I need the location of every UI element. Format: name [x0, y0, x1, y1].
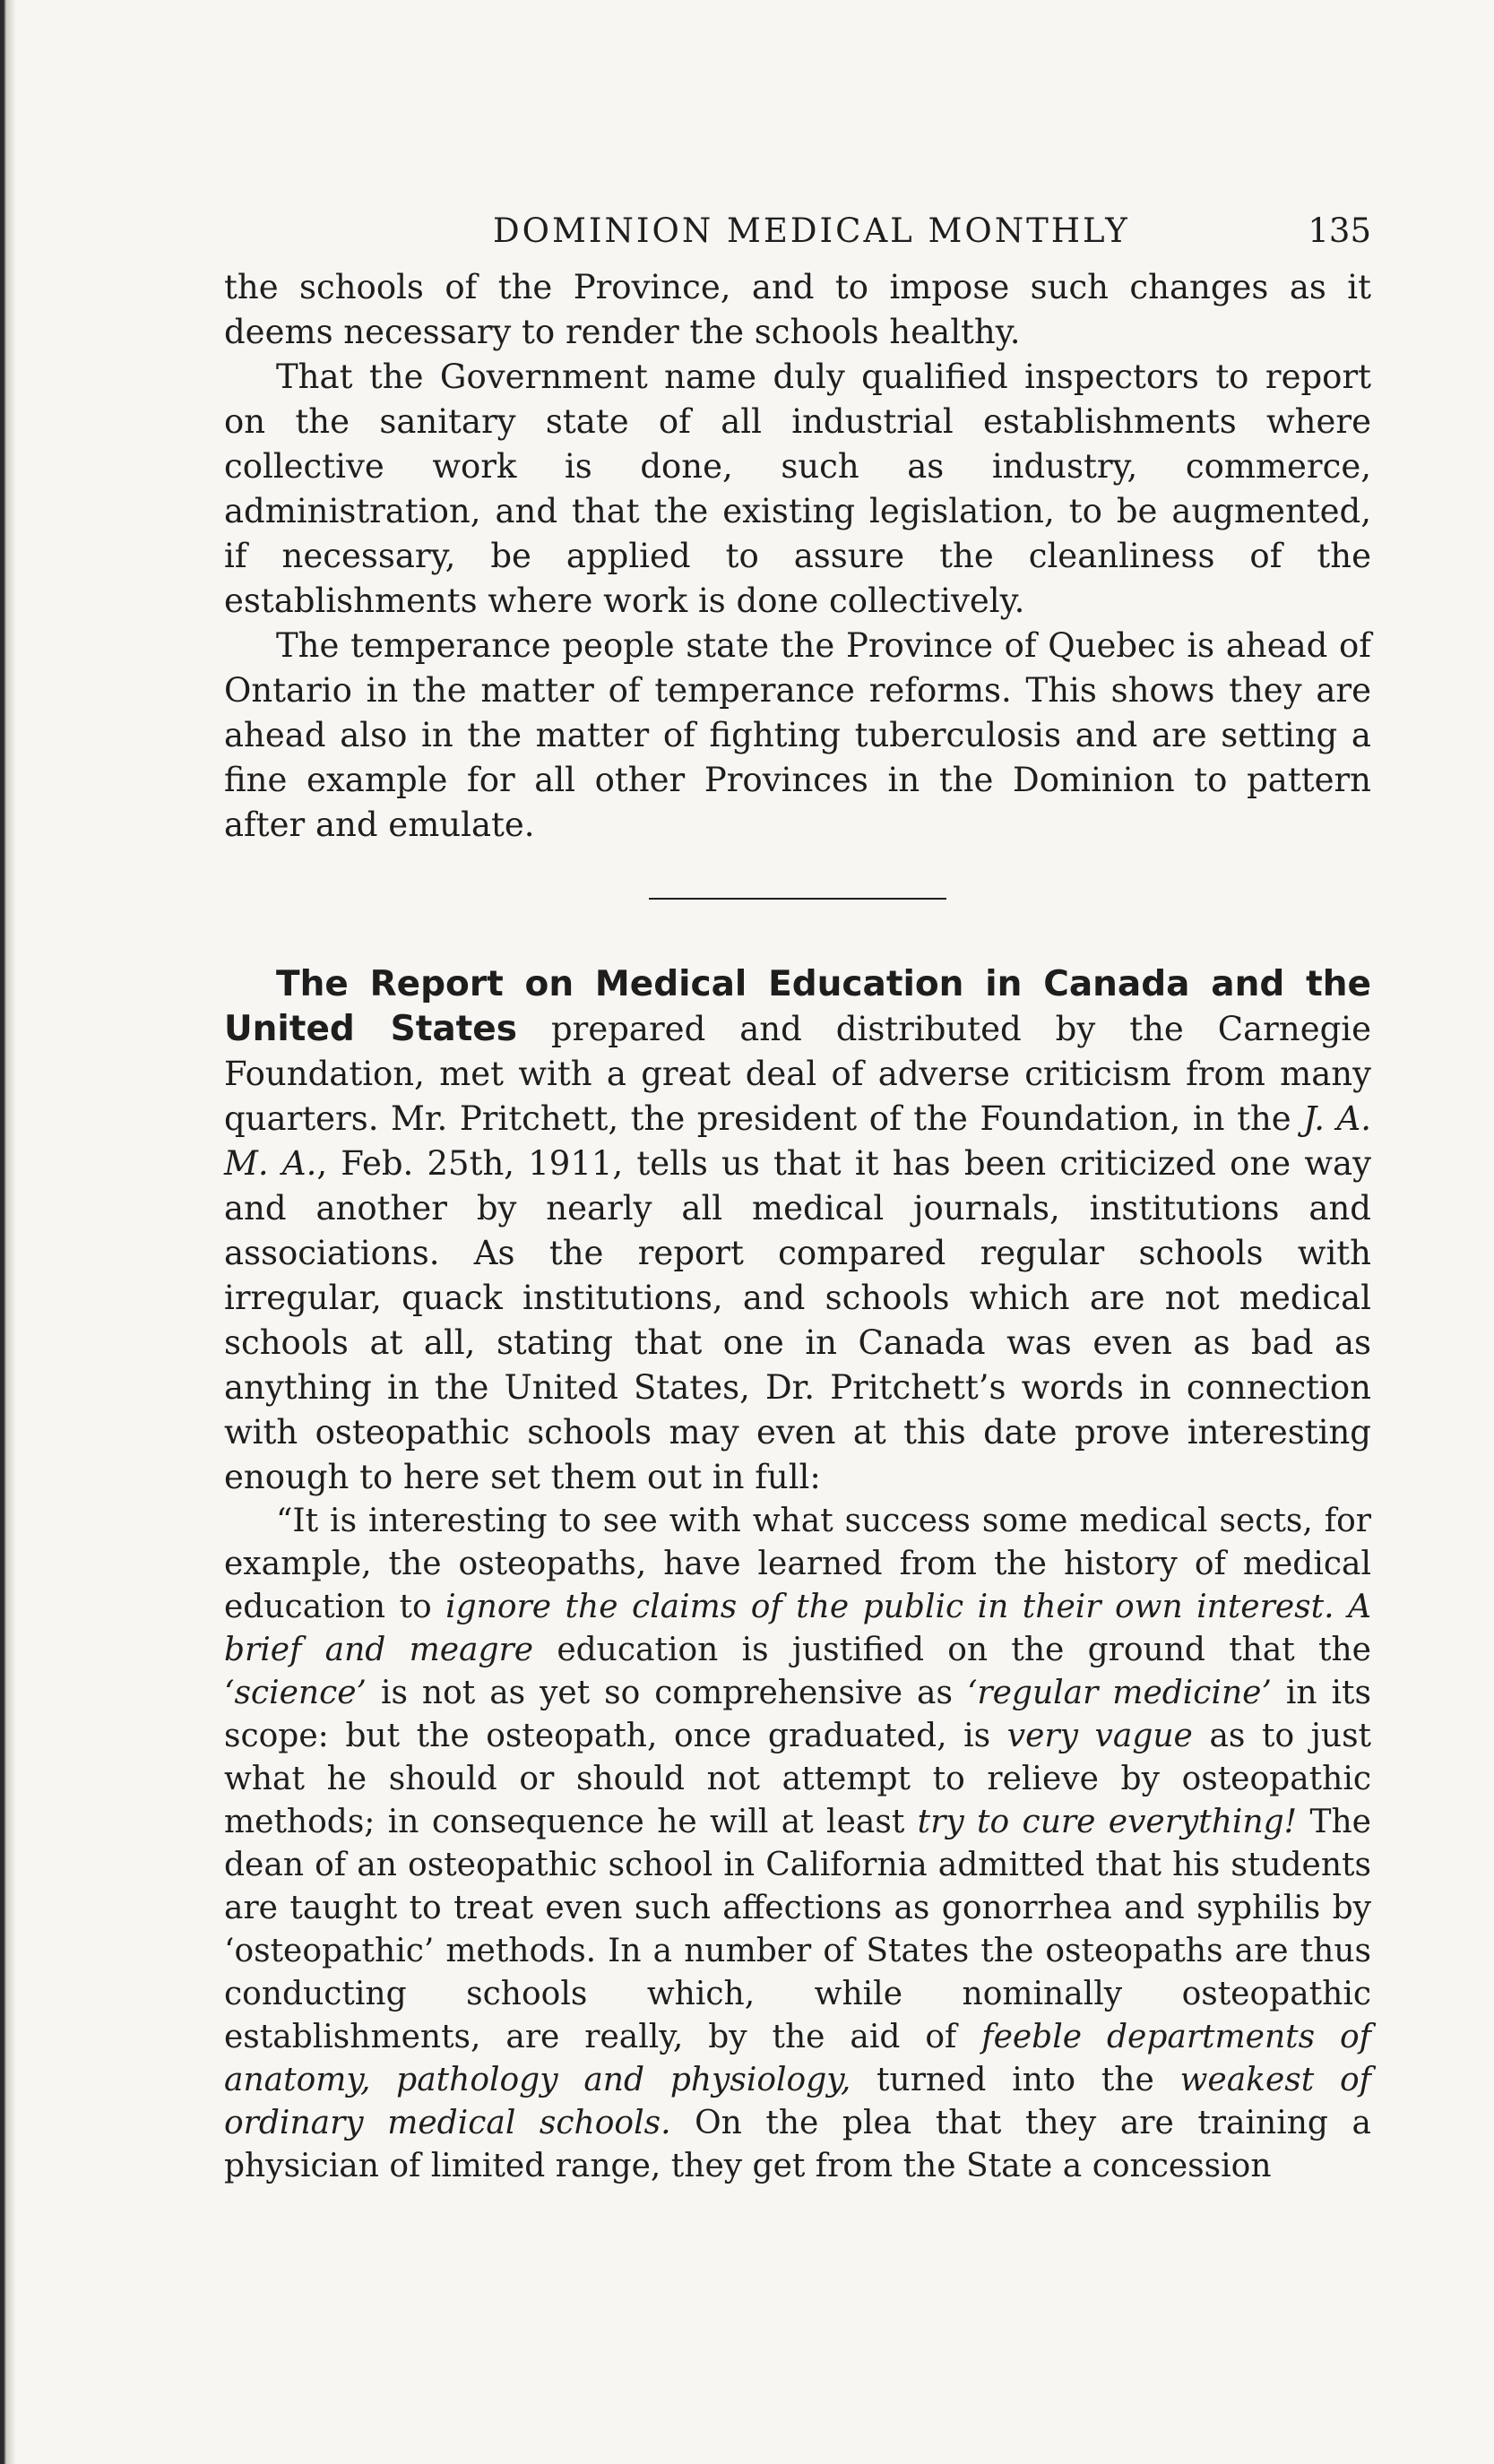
running-header	[224, 211, 1371, 265]
paragraph-temperance: The temperance people state the Province of Quebec is ahead of Ontario in the matter of temperance reforms. This shows they are ahead also in the matter of fighting tuberculosis and are setting a fine example for all other Provinces in the Dominion to pattern after and emulate.	[224, 626, 1371, 844]
quote-text-5: as to just what he should or should not attempt to relieve by osteopathic methods; in consequence he will at least	[224, 1718, 1372, 1840]
quote-emphasis-6: feeble departments of anatomy, pathology and physiology,	[224, 2019, 1371, 2098]
journal-citation: J. A. M. A.	[224, 1099, 1371, 1183]
section-divider	[649, 898, 946, 900]
article-intro-text-2: , Feb. 25th, 1911, tells us that it has been criticized one way and another by nearly all medical journals, institutions and associations. As the report compared regular schools with irregular, quack institutions, and schools which are not medical schools at all, stating that one in Canada was even as bad as anything in the United States, Dr. Pritchett’s words in connection with osteopathic schools may even at this date prove interesting enough to here set them out in full:	[224, 1144, 1372, 1496]
quote-emphasis-2: ‘science’	[224, 1675, 367, 1711]
article-intro-text-1: prepared and distributed by the Carnegie Foundation, met with a great deal of adverse criticism from many quarters. Mr. Pritchett, the president of the Foundation, in the	[224, 1010, 1371, 1138]
quote-text-7: turned into the	[851, 2062, 1180, 2098]
page-number: 135	[1308, 211, 1371, 250]
quote-emphasis-3: ‘regular medicine’	[966, 1675, 1272, 1711]
journal-title: DOMINION MEDICAL MONTHLY	[493, 211, 1130, 250]
article-intro-paragraph	[224, 962, 1371, 1500]
pritchett-quote	[224, 1500, 1371, 2188]
quote-text-3: is not as yet so comprehensive as	[367, 1675, 967, 1711]
quote-emphasis-4: very vague	[1006, 1718, 1193, 1754]
paragraph-schools-continued: the schools of the Province, and to impose such changes as it deems necessary to render the schools healthy.	[224, 268, 1371, 351]
quote-emphasis-1: ignore the claims of the public in their own interest. A brief and meagre	[224, 1589, 1371, 1668]
quote-text-2: education is justified on the ground that the	[533, 1632, 1371, 1668]
quote-text-8: On the plea that they are training a physician of limited range, they get from the State a concession	[224, 2105, 1371, 2184]
document-page	[224, 211, 1371, 2188]
quote-emphasis-5: try to cure everything!	[917, 1804, 1298, 1840]
article-title: The Report on Medical Education in Canada and the United States	[224, 964, 1371, 1049]
quote-text-6: The dean of an osteopathic school in California admitted that his students are taught to treat even such affections as gonorrhea and syphilis by ‘osteopathic’ methods. In a number of States the osteopaths are thus conducting schools which, while nominally osteopathic establishments, are really, by the aid of	[224, 1804, 1371, 2055]
quote-text-4: in its scope: but the osteopath, once graduated, is	[224, 1675, 1371, 1754]
quote-text-1: “It is interesting to see with what success some medical sects, for example, the osteopaths, have learned from the history of medical education to	[224, 1503, 1371, 1625]
quote-emphasis-7: weakest of ordinary medical schools.	[224, 2062, 1371, 2141]
paragraph-inspectors: That the Government name duly qualified inspectors to report on the sanitary state of all industrial establishments where collective work is done, such as industry, commerce, administration, and that the existing legislation, to be augmented, if necessary, be applied to assure the cleanliness of the establishments where work is done collectively.	[224, 358, 1371, 620]
page-binding-edge	[0, 0, 20, 2464]
